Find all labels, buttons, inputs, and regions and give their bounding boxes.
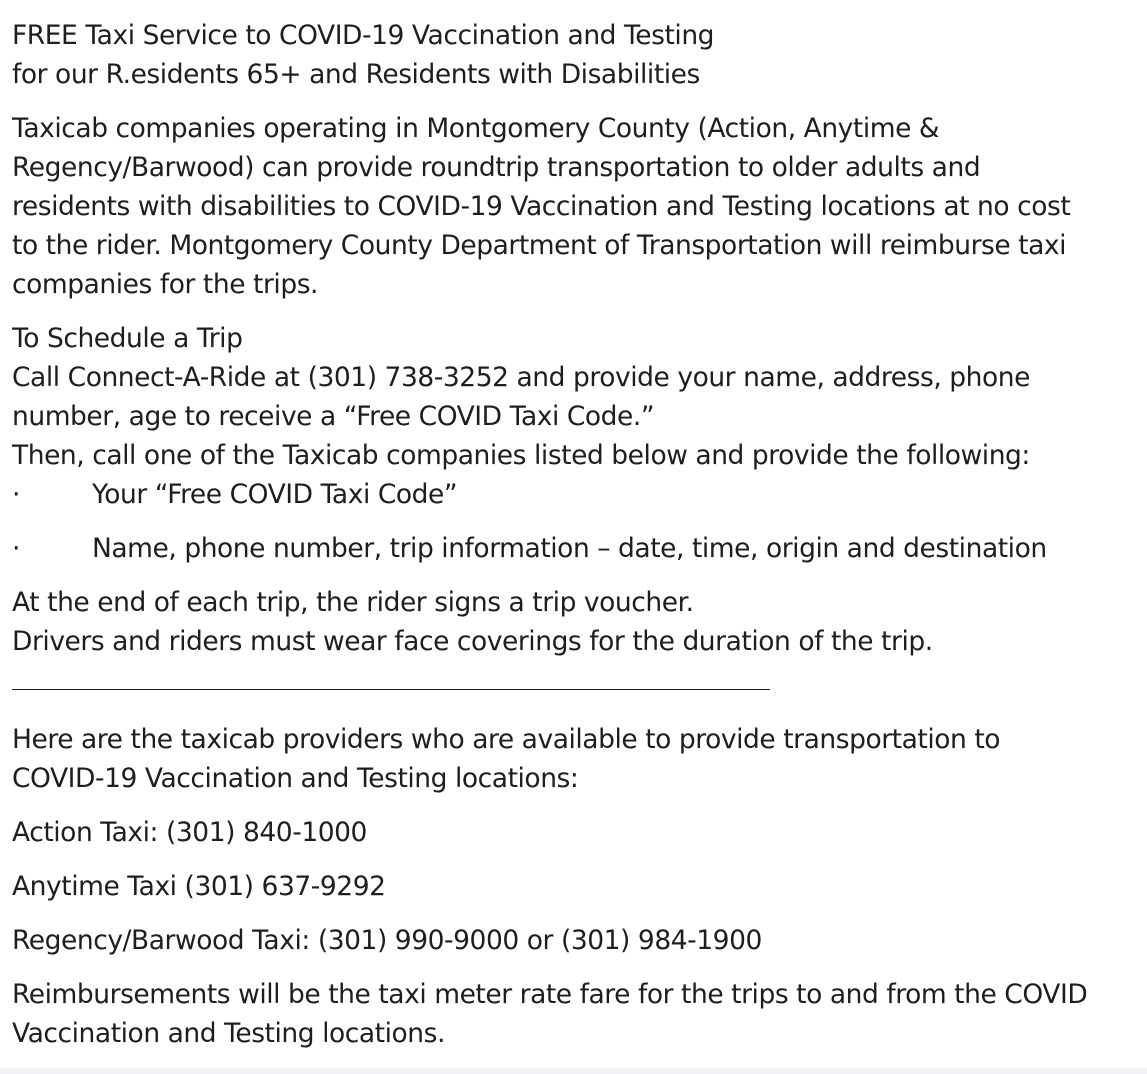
schedule-heading: To Schedule a Trip (12, 323, 243, 354)
divider-line (12, 688, 770, 690)
trip-end-paragraph (12, 583, 1137, 661)
schedule-section (12, 319, 1137, 568)
intro-paragraph (12, 109, 1137, 304)
intro-line: to the rider. Montgomery County Department of Transportation will reimburse taxi (12, 230, 1067, 261)
schedule-call-line: Call Connect-A-Ride at (301) 738-3252 and provide your name, address, phone (12, 362, 1030, 393)
bullet-dot: · (12, 533, 20, 564)
provider-anytime: Anytime Taxi (301) 637-9292 (12, 871, 386, 902)
bottom-bar (0, 1068, 1147, 1074)
intro-line: companies for the trips. (12, 269, 319, 300)
intro-line: Taxicab companies operating in Montgomery County (Action, Anytime & (12, 113, 940, 144)
intro-line: residents with disabilities to COVID-19 Vaccination and Testing locations at no cost (12, 191, 1071, 222)
title-line-1: FREE Taxi Service to COVID-19 Vaccination and Testing (12, 20, 715, 51)
providers-intro-line: Here are the taxicab providers who are available to provide transportation to (12, 724, 1001, 755)
schedule-then-line: Then, call one of the Taxicab companies listed below and provide the following: (12, 440, 1030, 471)
bullet-item (12, 475, 1137, 514)
trip-end-line: Drivers and riders must wear face coverings for the duration of the trip. (12, 626, 933, 657)
post-title (12, 16, 1137, 94)
trip-end-line: At the end of each trip, the rider signs a trip voucher. (12, 587, 694, 618)
intro-line: Regency/Barwood) can provide roundtrip transportation to older adults and (12, 152, 981, 183)
bullet-dot: · (12, 479, 20, 510)
bullet-text: Name, phone number, trip information – date, time, origin and destination (92, 533, 1047, 564)
bullet-item (12, 529, 1137, 568)
schedule-call-line: number, age to receive a “Free COVID Taxi Code.” (12, 401, 655, 432)
providers-intro (12, 720, 1137, 798)
providers-intro-line: COVID-19 Vaccination and Testing locations: (12, 763, 579, 794)
provider-regency-barwood: Regency/Barwood Taxi: (301) 990-9000 or (301) 984-1900 (12, 925, 762, 956)
reimbursement-line: Vaccination and Testing locations. (12, 1018, 445, 1049)
post-body (12, 16, 1137, 1068)
bullet-text: Your “Free COVID Taxi Code” (92, 479, 458, 510)
title-line-2: for our R.esidents 65+ and Residents with Disabilities (12, 59, 700, 90)
reimbursement-paragraph (12, 975, 1137, 1053)
provider-action: Action Taxi: (301) 840-1000 (12, 817, 367, 848)
reimbursement-line: Reimbursements will be the taxi meter rate fare for the trips to and from the COVID (12, 979, 1088, 1010)
